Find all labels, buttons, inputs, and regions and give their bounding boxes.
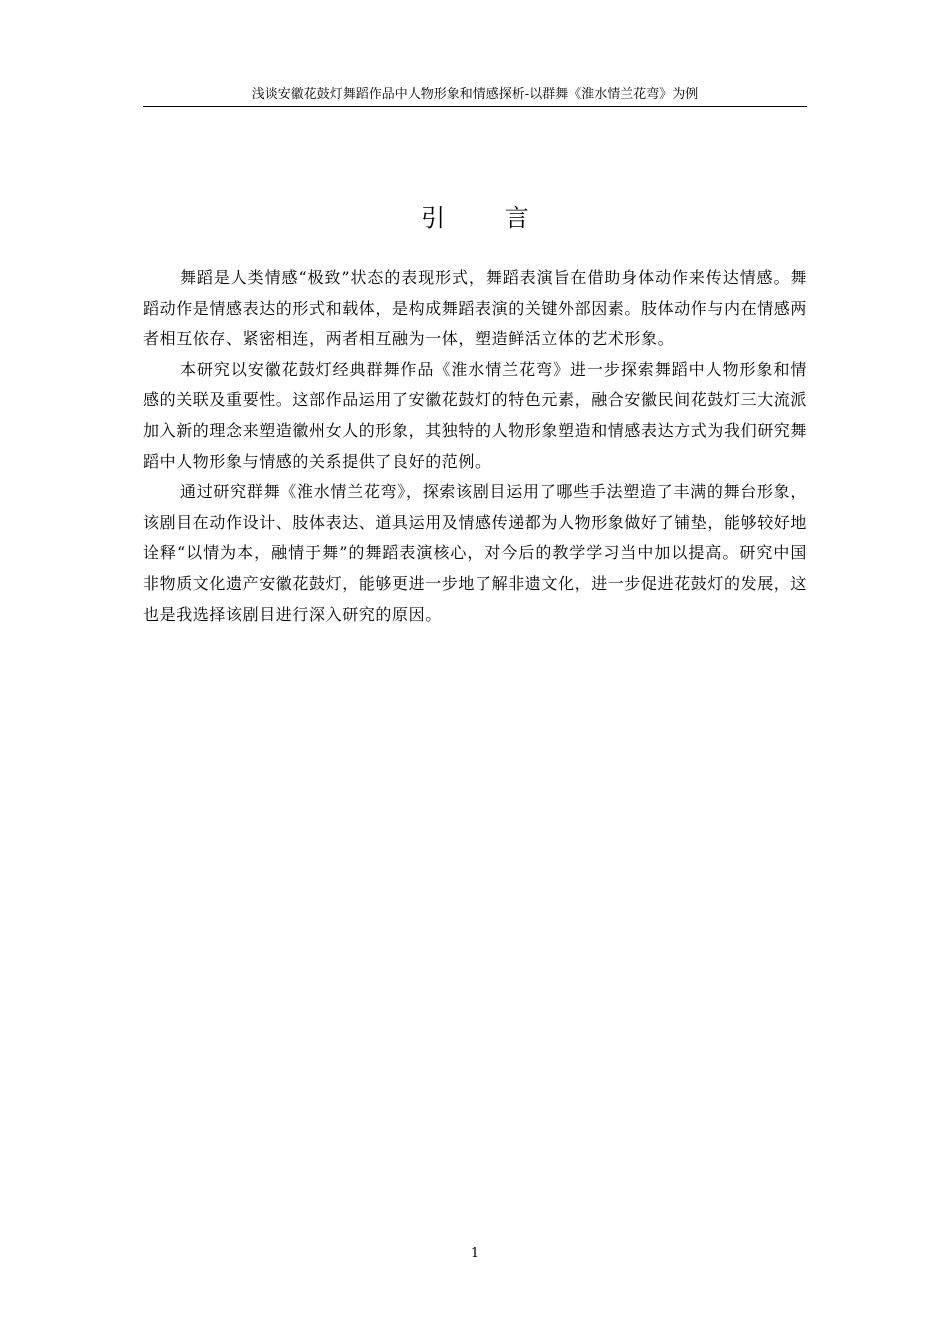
- header-rule: [143, 106, 807, 107]
- section-title: 引 言: [421, 204, 555, 232]
- paragraph-2: 本研究以安徽花鼓灯经典群舞作品《淮水情兰花弯》进一步探索舞蹈中人物形象和情感的关联及重要性。这部作品运用了安徽花鼓灯的特色元素，融合安徽民间花鼓灯三大流派加入新的理念来塑造徽州女人的形象，其独特的人物形象塑造和情感表达方式为我们研究舞蹈中人物形象与情感的关系提供了良好的范例。: [143, 359, 808, 471]
- paragraph-1: 舞蹈是人类情感“极致”状态的表现形式，舞蹈表演旨在借助身体动作来传达情感。舞蹈动作是情感表达的形式和载体，是构成舞蹈表演的关键外部因素。肢体动作与内在情感两者相互依存、紧密相连，两者相互融为一体，塑造鲜活立体的艺术形象。: [143, 268, 808, 349]
- page-number: 1: [470, 1246, 480, 1261]
- running-header: 浅谈安徽花鼓灯舞蹈作品中人物形象和情感探析-以群舞《淮水情兰花弯》为例: [251, 87, 699, 102]
- paragraph-3: 通过研究群舞《淮水情兰花弯》，探索该剧目运用了哪些手法塑造了丰满的舞台形象，该剧目在动作设计、肢体表达、道具运用及情感传递都为人物形象做好了铺垫，能够较好地诠释“以情为本，融情于舞”的舞蹈表演核心，对今后的教学学习当中加以提高。研究中国非物质文化遗产安徽花鼓灯，能够更进一步地了解非遗文化，进一步促进花鼓灯的发展，这也是我选择该剧目进行深入研究的原因。: [143, 482, 808, 624]
- body-text: [143, 263, 807, 630]
